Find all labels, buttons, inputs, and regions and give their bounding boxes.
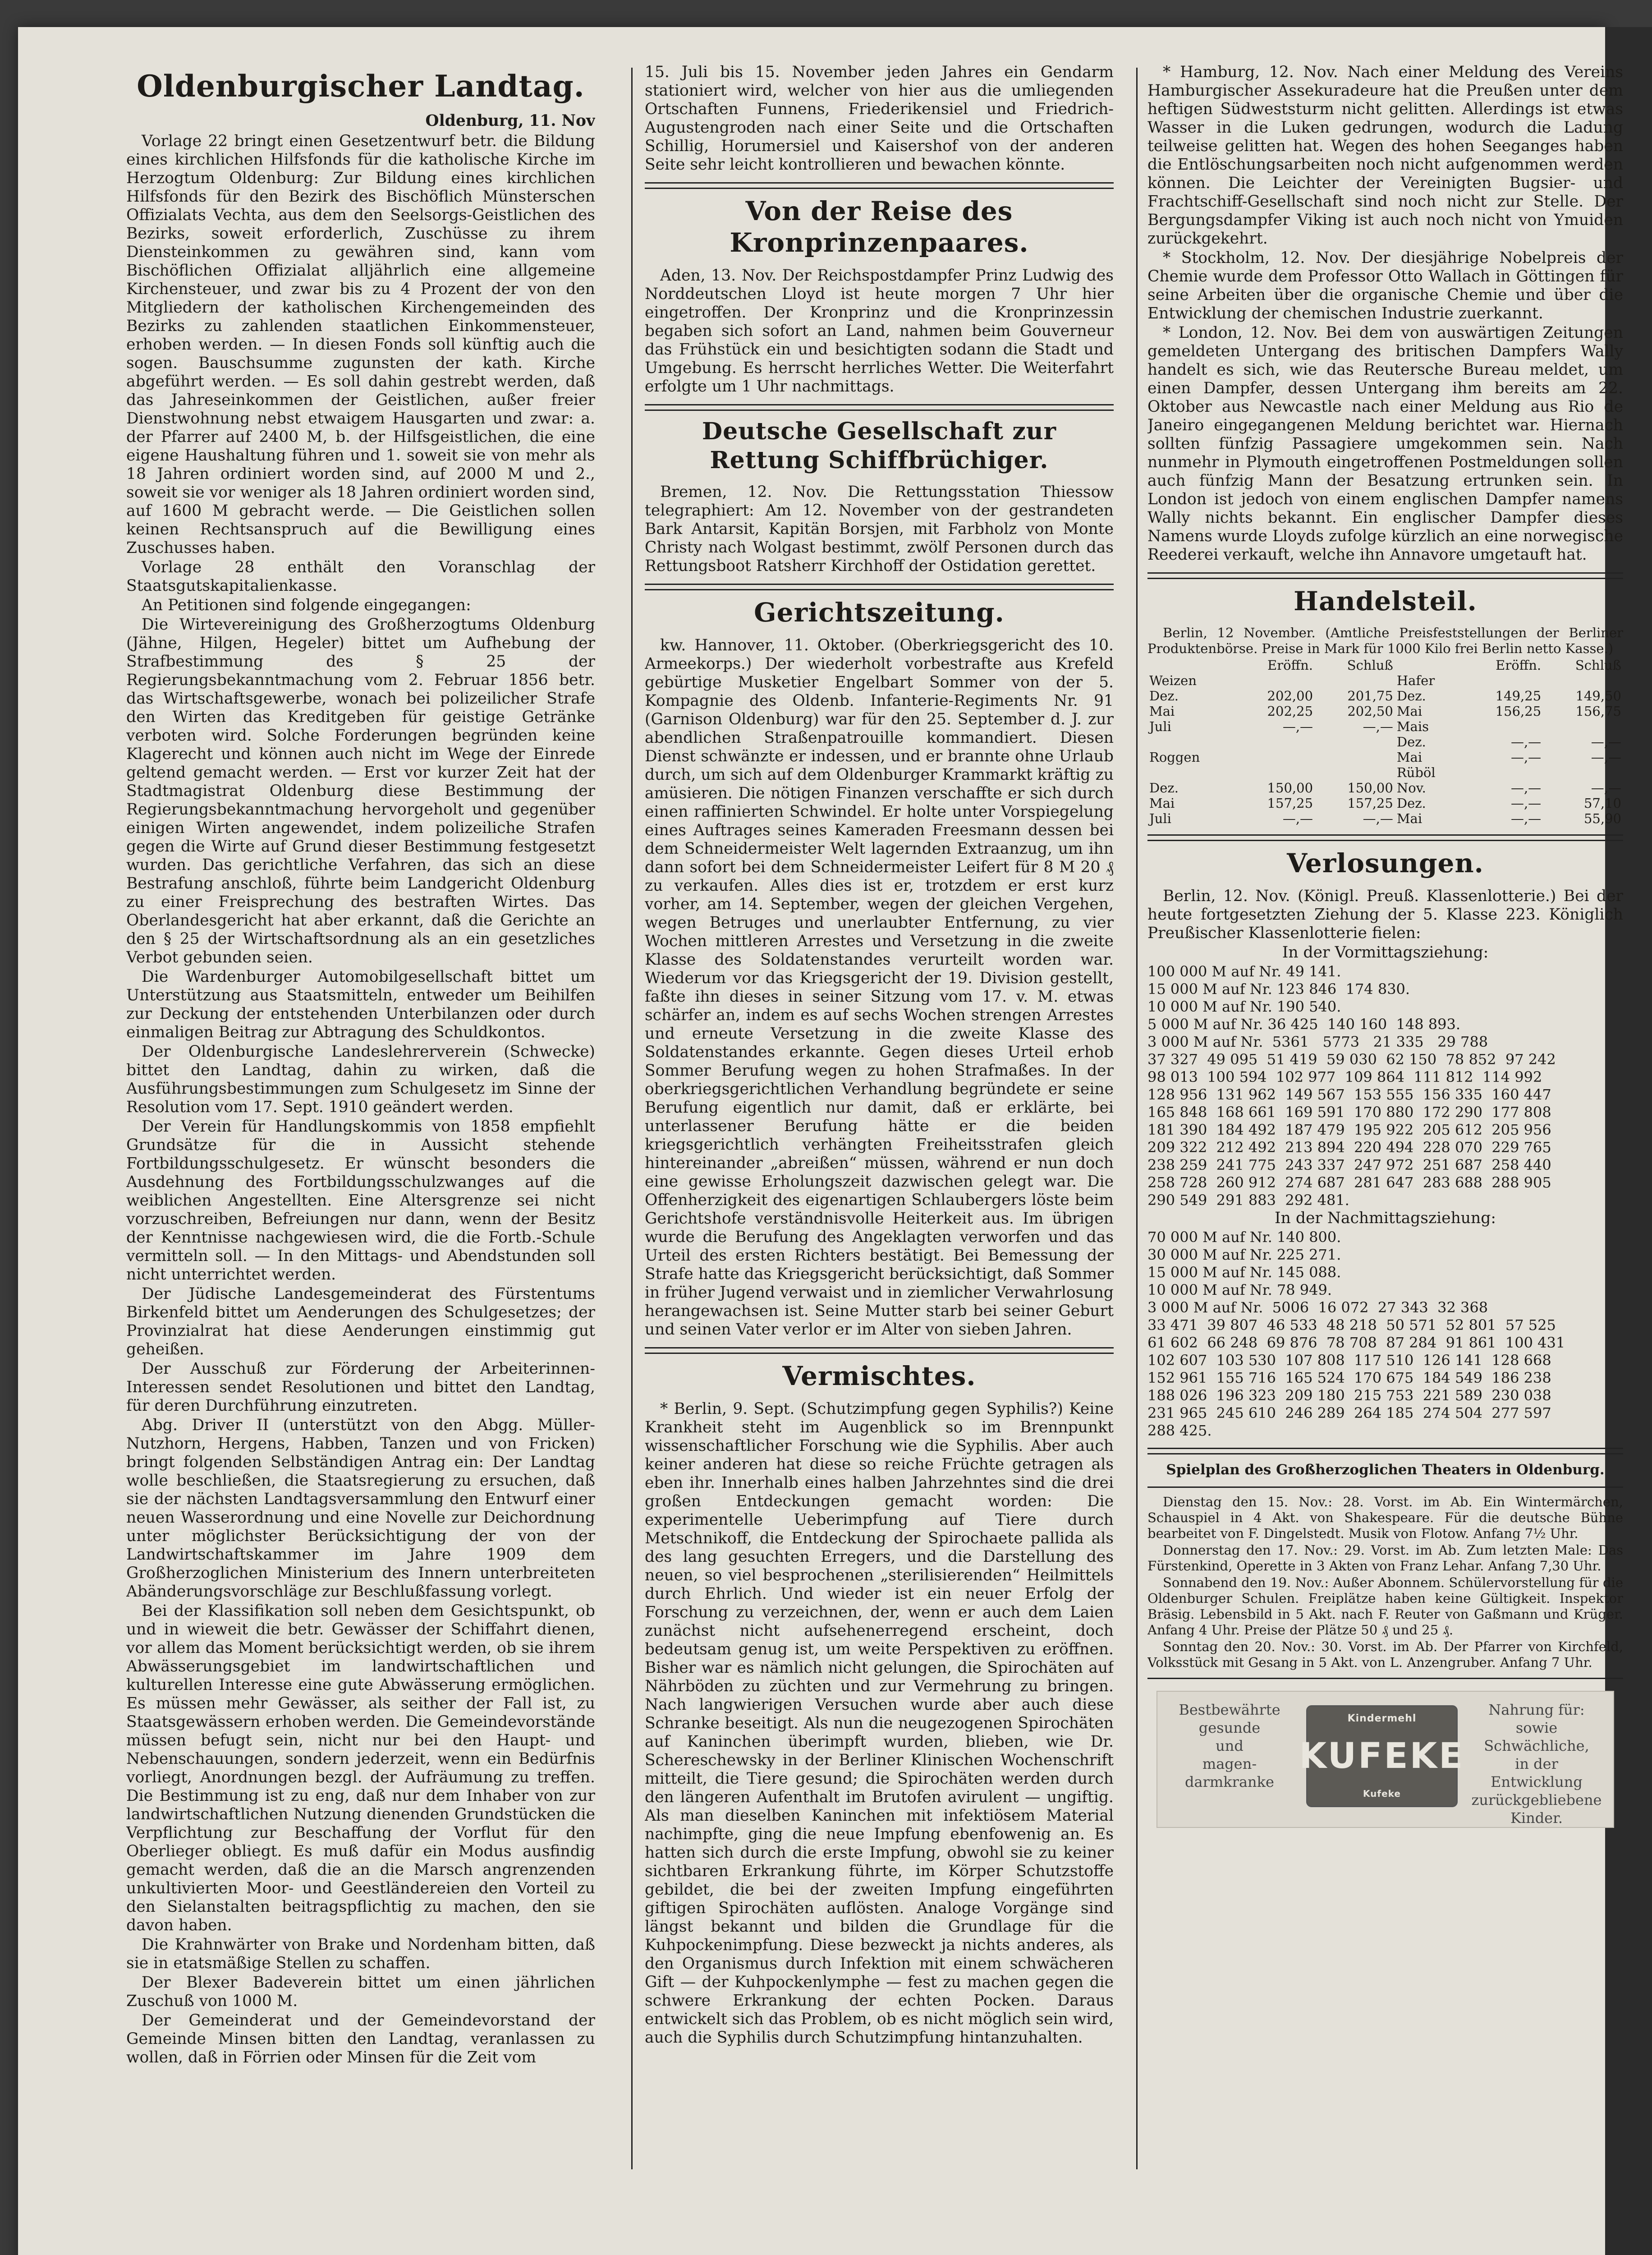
market-cell: —,— [1510,750,1542,765]
divider [1147,1486,1623,1488]
article-rettung: Bremen, 12. Nov. Die Rettungsstation Thiessow telegraphiert: Am 12. November von der gestrandeten Bark Antarsit, Kapitän Borsjen, mit Farbholz von Monte Christy nach Wolgast bestimmt, zwölf Personen durch das Rettungsboot Ratsherr Kirchhoff der Ostidation gerettet. [645,483,1114,575]
market-cell: —,— [1591,780,1621,796]
lottery-afternoon-label: In der Nachmittagsziehung: [1275,1209,1496,1227]
divider [645,182,1114,189]
market-cell: Mais [1396,719,1429,734]
market-cell: Mai [1396,704,1423,719]
market-cell: 157,25 [1347,796,1393,811]
market-cell: —,— [1363,719,1393,734]
lottery-line: 238 259 241 775 243 337 247 972 251 687 258 440 [1147,1156,1551,1174]
ad-text-line: Bestbewährte [1179,1701,1280,1718]
section-heading-handel: Handelsteil. [1294,586,1477,617]
lottery-line: 70 000 M auf Nr. 140 800. [1147,1229,1341,1246]
market-cell: Hafer [1396,673,1435,688]
market-cell [1543,673,1623,688]
market-cell: 156,75 [1575,704,1621,719]
market-cell: —,— [1282,811,1313,826]
column-middle [645,63,1114,2174]
landtag-paragraph: Der Blexer Badeverein bittet um einen jährlichen Zuschuß von 1000 M. [126,1974,595,2010]
lottery-line: 290 549 291 883 292 481. [1147,1192,1349,1209]
ad-text-line: und [1216,1737,1244,1754]
market-cell: 202,00 [1267,688,1313,704]
market-cell [1315,734,1395,750]
lottery-line: 3 000 M auf Nr. 5006 16 072 27 343 32 368 [1147,1299,1488,1316]
divider [645,584,1114,590]
landtag-paragraph: Vorlage 28 enthält den Voranschlag der Staatsgutskapitalienkasse. [126,558,595,595]
landtag-paragraph: Vorlage 22 bringt einen Gesetzentwurf betr. die Bildung eines kirchlichen Hilfsfonds für die katholische Kirche im Herzogtum Oldenburg: Zur Bildung eines kirchlichen Hilfsfonds für den Bezirk des Bischöflich Münsterschen Offizialats Vechta, aus dem den Seelsorgs-Geistlichen des Bezirks, soweit erforderlich, Zuschüsse zu ihrem Diensteinkommen zu gewähren sind, kann vom Bischöflichen Offizialat alljährlich eine allgemeine Kirchensteuer, und zwar bis zu 4 Prozent der von den Mitgliedern der katholischen Kirchengemeinden des Bezirks zu zahlenden staatlichen Einkommensteuer, erhoben werden. — In diesen Fonds soll künftig auch die sogen. Bauschsumme zugunsten der kath. Kirche abgeführt werden. — Es soll dahin gestrebt werden, daß das Jahreseinkommen der Geistlichen, außer freier Dienstwohnung nebst etwaigem Hausgarten und zwar: a. der Pfarrer auf 2400 M, b. der Hilfsgeistlichen, die eine eigene Haushaltung führen und 1. soweit sie von mehr als 18 Jahren ordiniert worden sind, auf 2000 M und 2., soweit sie vor weniger als 18 Jahren ordiniert worden sind, auf 1600 M gebracht werde. — Die Geistlichen sollen keinen Rechtsanspruch auf die Bewilligung eines Zuschusses haben. [126,132,595,557]
market-cell: 156,25 [1495,704,1542,719]
market-cell: —,— [1591,750,1621,765]
market-cell [1315,673,1395,688]
lottery-line: 152 961 155 716 165 524 170 675 184 549 186 238 [1147,1369,1551,1386]
landtag-paragraph: Der Oldenburgische Landeslehrerverein (Schwecke) bittet den Landtag, dahin zu wirken, daß die Ausführungsbestimmungen zum Schulgesetz im Sinne der Resolution vom 17. Sept. 1910 geändert werden. [126,1043,595,1116]
market-cell: —,— [1510,780,1542,796]
article-vermischtes: * Berlin, 9. Sept. (Schutzimpfung gegen Syphilis?) Keine Krankheit steht im Augenblick so im Brennpunkt wissenschaftlicher Forschung wie die Syphilis. Aber auch keiner anderen hat diese so reiche Früchte getragen als eben ihr. Innerhalb eines halben Jahrzehntes sind die drei großen Entdeckungen gemacht worden: Die experimentelle Ueberimpfung auf Tiere durch Metschnikoff, die Entdeckung der Spirochaete pallida als des lang gesuchten Erregers, und die Darstellung des neuen, so viel besprochenen „sterilisierenden“ Heilmittels durch Ehrlich. Und wieder ist ein neuer Erfolg der Forschung zu verzeichnen, der, wenn er auch dem Laien zunächst nicht aufsehenerregend erscheint, doch bedeutsam genug ist, um weite Perspektiven zu eröffnen. Bisher war es nämlich nicht gelungen, die Spirochäten auf Nährböden zu züchten und zur Vermehrung zu bringen. Nach langwierigen Versuchen wurde aber auch diese Schranke beseitigt. Als nun die neugezogenen Spirochäten auf Kaninchen überimpft wurden, blieben, wie Dr. Schereschewsky in der Berliner Klinischen Wochenschrift mitteilt, die Tiere gesund; die Spirochäten werden durch den längeren Aufenthalt im Brutofen avirulent — ungiftig. Als man dieselben Kaninchen mit infektiösem Material nachimpfte, ging die neue Impfung ebenfowenig an. Es hatten sich durch die erste Impfung, obwohl sie zu keiner sichtbaren Erkrankung führte, im Körper Schutzstoffe gebildet, die bei der zweiten Impfung eingeführten giftigen Spirochäten auflösten. Analoge Vorgänge sind längst bekannt und bilden die Grundlage für die Kuhpockenimpfung. Diese bezweckt ja nichts anderes, als den Organismus durch Infektion mit einem schwächeren Gift — der Kuhpockenlymphe — fest zu machen gegen die schwere Erkrankung der echten Pocken. Daraus entwickelt sich das Problem, ob es nicht möglich sein wird, auch die Syphilis durch Schutzimpfung hintanzuhalten. [645,1400,1114,2047]
lottery-line: 61 602 66 248 69 876 78 708 87 284 91 861 100 431 [1147,1334,1565,1351]
theater-entry: Sonnabend den 19. Nov.: Außer Abonnem. Schülervorstellung für die Oldenburger Schulen. Freiplätze haben keine Gültigkeit. Inspektor Bräsig. Lebensbild in 5 Akt. nach F. Reuter von Gaßmann und Krüger. Anfang 4 Uhr. Preise der Plätze 50 ₰ und 25 ₰. [1147,1575,1623,1638]
ad-text-line: Kinder. [1510,1809,1563,1827]
market-cell: Dez. [1396,796,1426,811]
landtag-paragraph: Die Krahnwärter von Brake und Nordenham bitten, daß sie in etatsmäßige Stellen zu schaffen. [126,1936,595,1972]
ad-text-line: Nahrung für: [1488,1701,1585,1718]
market-cell: Dez. [1396,688,1426,704]
section-heading-landtag: Oldenburgischer Landtag. [137,69,585,104]
market-cell [1147,765,1235,780]
landtag-paragraphs [126,132,595,2067]
landtag-paragraph: An Petitionen sind folgende eingegangen: [142,596,471,614]
column-right [1147,63,1623,2174]
logo-bottom-text: Kufeke [1363,1788,1401,1799]
article-gericht: kw. Hannover, 11. Oktober. (Oberkriegsgericht des 10. Armeekorps.) Der wiederholt vorbestrafte aus Krefeld gebürtige Musketier Engelbart Sommer von der 5. Kompagnie des Oldenb. Infanterie-Regiments Nr. 91 (Garnison Oldenburg) war für den 25. September d. J. zur abendlichen Straßenpatrouille kommandiert. Diesen Dienst schwänzte er indessen, und er brannte ohne Urlaub durch, um sich auf dem Oldenburger Krammarkt kräftig zu amüsieren. Die nötigen Finanzen verschaffte er sich durch einen raffinierten Schwindel. Er holte unter Vorspiegelung eines Auftrages seines Kameraden Freesmann dessen bei dem Schneidermeister Welt lagernden Extraanzug, um ihn dann sofort bei dem Schneidermeister Leifert für 8 M 20 ₰ zu verkaufen. Alles dies ist er, trotzdem er erst kurz vorher, am 14. September, wegen der gleichen Vergehen, wegen Betruges und unerlaubter Entfernung, zu vier Wochen mittleren Arrestes und Versetzung in die zweite Klasse des Soldatenstandes verurteilt worden war. Wiederum vor das Kriegsgericht der 19. Division gestellt, faßte ihn dieses in seiner Sitzung vom 17. v. M. etwas schärfer an, indem es auf sechs Wochen strengen Arrestes und erneute Versetzung in die zweite Klasse des Soldatenstandes erkannte. Gegen dieses Urteil erhob Sommer Berufung wegen zu hohen Strafmaßes. In der oberkriegsgerichtlichen Verhandlung begründete er seine Berufung eigentlich nur damit, daß er erklärte, bei unterlassener Berufung hätte er die beiden kriegsgerichtlich verhängten Freiheitsstrafen gleich hintereinander „abreißen“ müssen, während er nun doch eine gewisse Erholungszeit dazwischen gelegt war. Die Offenherzigkeit des eigenartigen Schlaubergers löste beim Gerichtshofe verständnisvolle Heiterkeit aus. Im übrigen wurde die Berufung des Angeklagten verworfen und das Urteil des ersten Richters bestätigt. Bei Bemessung der Strafe hatte das Kriegsgericht berücksichtigt, daß Sommer in früher Jugend verwaist und in ziemlicher Verwahrlosung herangewachsen ist. Seine Mutter starb bei seiner Geburt und seinen Vater verlor er im Alter von sieben Jahren. [645,636,1114,1339]
landtag-paragraph: Die Wirtevereinigung des Großherzogtums Oldenburg (Jähne, Hilgen, Hegeler) bittet um Aufhebung der Strafbestimmung des § 25 der Regierungsbekanntmachung vom 2. Februar 1856 betr. das Wirtschaftsgewerbe, wonach bei polizeilicher Strafe den Wirten das Kreditgeben für geistige Getränke verboten wird. Solche Forderungen begründen keine Klagerecht und können auch nicht im Wege der Einrede geltend gemacht werden. — Erst vor kurzer Zeit hat der Stadtmagistrat Oldenburg diese Bestimmung der Regierungsbekanntmachung hervorgeholt und gegenüber einigen Wirten angewendet, indem polizeiliche Strafen gegen die Wirte auf Grund dieser Bestimmung festgesetzt wurden. Das gerichtliche Verfahren, das sich an diese Bestrafung anschloß, führte beim Landgericht Oldenburg zu einer Freisprechung des bestraften Wirtes. Das Oberlandesgericht hat aber erkannt, daß die Gerichte an den § 25 der Wirtschaftsordnung als an ein gesetzliches Verbot gebunden seien. [126,616,595,966]
market-cell: Juli [1149,811,1171,826]
article-continuation: 15. Juli bis 15. November jeden Jahres ein Gendarm stationiert wird, welcher von hier aus die umliegenden Ortschaften Funnens, Friederikensiel und Friedrich-Augustengroden nach einer Seite und die Ortschaften Schillig, Horumersiel und Kaisershof von der anderen Seite sehr leicht kontrollieren und bewachen könnte. [645,63,1114,174]
lottery-line: 37 327 49 095 51 419 59 030 62 150 78 852 97 242 [1147,1051,1556,1068]
market-cell [1235,750,1315,765]
ad-left-text [1166,1701,1293,1791]
market-cell: Dez. [1149,688,1179,704]
divider [1147,1448,1623,1454]
market-cell [1463,765,1543,780]
lottery-morning-label: In der Vormittagsziehung: [1282,943,1489,962]
ad-text-line: darmkranke [1185,1773,1274,1790]
lottery-morning-list [1147,963,1623,1209]
market-cell: Mai [1149,796,1175,811]
divider [645,1347,1114,1354]
landtag-paragraph: Die Wardenburger Automobilgesellschaft bittet um Unterstützung aus Staatsmitteln, entweder um Beihilfen zur Deckung der entstehenden Unterbilanzen oder durch einmaligen Beitrag zur Abtragung des Schuldkontos. [126,968,595,1041]
market-header-cell: Schluß [1575,658,1621,673]
article-hamburg: * Hamburg, 12. Nov. Nach einer Meldung des Vereins Hamburgischer Assekuradeure hat die Preußen unter dem heftigen Südweststurm nicht gelitten. Allerdings ist etwas Wasser in die Luken gedrungen, wodurch die Ladung teilweise gelitten hat. Wegen des hohen Seeganges haben die Entlöschungsarbeiten noch nicht aufgenommen werden können. Die Leichter der Vereinigten Bugsier- und Frachtschiff-Gesellschaft sind noch nicht zur Stelle. Der Bergungsdampfer Viking ist auch noch nicht von Ymuiden zurückgekehrt. [1147,63,1623,248]
market-row [1147,704,1623,719]
lottery-line: 10 000 M auf Nr. 78 949. [1147,1281,1332,1298]
divider [645,404,1114,411]
lottery-line: 100 000 M auf Nr. 49 141. [1147,963,1341,980]
market-cell: 150,00 [1347,780,1393,796]
market-header-cell: Schluß [1347,658,1393,673]
section-heading-kronprinz: Von der Reise des Kronprinzenpaares. [730,196,1029,258]
lottery-line: 98 013 100 594 102 977 109 864 111 812 114 992 [1147,1068,1542,1086]
market-cell [1147,734,1235,750]
lottery-line: 165 848 168 661 169 591 170 880 172 290 177 808 [1147,1104,1551,1121]
section-heading-gericht: Gerichtszeitung. [754,597,1005,628]
section-heading-verlosungen: Verlosungen. [1287,848,1484,879]
theater-entry: Donnerstag den 17. Nov.: 29. Vorst. im Ab. Zum letzten Male: Das Fürstenkind, Operette in 3 Akten von Franz Lehar. Anfang 7,30 Uhr. [1147,1542,1623,1574]
market-cell: —,— [1591,734,1621,750]
lottery-line: 15 000 M auf Nr. 123 846 174 830. [1147,980,1410,998]
market-cell: Roggen [1149,750,1200,765]
market-cell [1463,719,1543,734]
market-header-cell: Eröffn. [1267,658,1313,673]
market-header-cell [1147,658,1235,673]
article-london: * London, 12. Nov. Bei dem von auswärtigen Zeitungen gemeldeten Untergang des britischen Dampfers Wally handelt es sich, wie das Reutersche Bureau meldet, um einen Dampfer, dessen Untergang ihm bereits am 22. Oktober aus Newcastle nach einer Meldung aus Rio de Janeiro eingegangenen Meldung berichtet war. Hiernach sollten fünfzig Passagiere umgekommen sein. Nach nunmehr in Plymouth eingetroffenen Postmeldungen sollen auch fünfzig Mann der Besatzung ertrunken sein. In London ist jedoch von einem englischen Dampfer namens Wally nichts bekannt. Ein englischer Dampfer dieses Namens wurde Lloyds zufolge kürzlich an eine norwegische Reederei verkauft, welche ihn Annavore umgetauft hat. [1147,324,1623,564]
market-cell: Nov. [1396,780,1426,796]
theater-entry: Dienstag den 15. Nov.: 28. Vorst. im Ab. Ein Wintermärchen, Schauspiel in 4 Akt. von Shakespeare. Für die deutsche Bühne bearbeitet von F. Dingelstedt. Musik von Flotow. Anfang 7½ Uhr. [1147,1494,1623,1541]
market-row [1147,780,1623,796]
dateline: Oldenburg, 11. Nov [425,112,595,130]
market-cell: —,— [1282,719,1313,734]
market-cell [1543,765,1623,780]
divider [1147,834,1623,841]
divider [1147,572,1623,579]
theater-program [1147,1494,1623,1671]
column-landtag [126,63,595,2174]
market-cell: Mai [1396,750,1423,765]
ad-right-text [1469,1701,1604,1827]
theater-heading: Spielplan des Großherzoglichen Theaters in Oldenburg. [1166,1462,1605,1478]
market-cell: Weizen [1149,673,1197,688]
lottery-line: 188 026 196 323 209 180 215 753 221 589 230 038 [1147,1387,1551,1404]
market-cell: —,— [1510,811,1542,826]
market-cell: 57,10 [1583,796,1621,811]
market-cell [1315,750,1395,765]
market-cell [1235,734,1315,750]
market-header-cell [1395,658,1464,673]
market-row [1147,688,1623,704]
lottery-line: 209 322 212 492 213 894 220 494 228 070 229 765 [1147,1139,1551,1156]
lottery-line: 15 000 M auf Nr. 145 088. [1147,1264,1341,1281]
landtag-paragraph: Abg. Driver II (unterstützt von den Abgg. Müller-Nutzhorn, Hergens, Habben, Tanzen und von Fricken) bringt folgenden Selbständigen Antrag ein: Der Landtag wolle beschließen, die Staatsregierung zu ersuchen, daß sie der nächsten Landtagsversammlung den Entwurf einer neuen Wasserordnung und eine Novelle zur Deichordnung unter möglichster Berücksichtigung der von der Landwirtschaftskammer im Jahre 1909 dem Großherzoglichen Ministerium des Innern unterbreiteten Abänderungsvorschläge zur Beschlußfassung vorlegt. [126,1416,595,1601]
ad-text-line: magen- [1202,1755,1257,1772]
market-cell: —,— [1510,734,1542,750]
market-cell: 157,25 [1267,796,1313,811]
ad-text-line: Schwächliche, [1484,1737,1589,1754]
market-cell: Rüböl [1396,765,1436,780]
market-cell [1315,765,1395,780]
landtag-paragraph: Der Verein für Handlungskommis von 1858 empfiehlt Grundsätze für die in Aussicht stehende Fortbildungsschulgesetz. Er wünscht besonders die Ausdehnung des Fortbildungsschulzwanges auf die weiblichen Angestellten. Eine Altersgrenze sei nicht vorzuschreiben, Befreiungen nur dann, wenn der Besitz der Kenntnisse nachgewiesen wird, die die Fortb.-Schule vermitteln soll. — In den Mittags- und Abendstunden soll nicht unterrichtet werden. [126,1118,595,1284]
lottery-line: 33 471 39 807 46 533 48 218 50 571 52 801 57 525 [1147,1316,1556,1334]
market-row [1147,719,1623,734]
market-row [1147,750,1623,765]
landtag-paragraph: Der Gemeinderat und der Gemeindevorstand der Gemeinde Minsen bitten den Landtag, veranlassen zu wollen, daß in Förrien oder Minsen für die Zeit vom [126,2011,595,2066]
market-cell [1463,673,1543,688]
landtag-paragraph: Bei der Klassifikation soll neben dem Gesichtspunkt, ob und in wieweit die betr. Gewässer der Schiffahrt dienen, vor allem das Moment berücksichtigt werden, ob sie ihrem Abwässerungsgebiet im landwirtschaftlichen und kulturellen Interesse eine gute Abwässerung ermöglichen. Es müssen mehr Gewässer, als seither der Fall ist, zu Staatsgewässern erhoben werden. Die Gemeindevorstände müssen befugt sein, nicht nur bei den Haupt- und Nebenschauungen, sondern jederzeit, wenn ein Bedürfnis vorliegt, Anordnungen bezgl. der Aufräumung zu treffen. Die Bestimmung ist zu eng, daß nur dem Inhaber von zur landwirtschaftlichen Nutzung dienenden Grundstücken die Verpflichtung zur Beschaffung der Vorflut für den Oberlieger obliegt. Es muß dafür ein Modus ausfindig gemacht werden, daß die an die Marsch angrenzenden unkultivierten Moor- und Geestländereien den Vorteil zu den Sielanstalten beitragspflichtig zu machen, den sie davon haben. [126,1602,595,1934]
lottery-intro: Berlin, 12. Nov. (Königl. Preuß. Klassenlotterie.) Bei der heute fortgesetzten Ziehung der 5. Klasse 223. Königlich Preußischer Klassenlotterie fielen: [1147,887,1623,942]
market-cell: Mai [1396,811,1423,826]
market-cell: 150,00 [1267,780,1313,796]
ad-text-line: zurückgebliebene [1471,1791,1602,1809]
market-cell: —,— [1510,796,1542,811]
article-kronprinz: Aden, 13. Nov. Der Reichspostdampfer Prinz Ludwig des Norddeutschen Lloyd ist heute morgen 7 Uhr hier eingetroffen. Der Kronprinz und die Kronprinzessin begaben sich sofort an Land, nahmen beim Gouverneur das Frühstück ein und besichtigten sodann die Stadt und Umgebung. Es herrscht herrliches Wetter. Die Weiterfahrt erfolgte um 1 Uhr nachmittags. [645,267,1114,396]
lottery-afternoon-list [1147,1229,1623,1440]
section-heading-rettung: Deutsche Gesellschaft zur Rettung Schiffbrüchiger. [702,418,1056,474]
market-cell: 201,75 [1347,688,1393,704]
theater-entry: Sonntag den 20. Nov.: 30. Vorst. im Ab. Der Pfarrer von Kirchfeld, Volksstück mit Gesang in 5 Akt. von L. Anzengruber. Anfang 7 Uhr. [1147,1639,1623,1670]
lottery-line: 10 000 M auf Nr. 190 540. [1147,998,1341,1015]
landtag-paragraph: Der Jüdische Landesgemeinderat des Fürstentums Birkenfeld bittet um Aenderungen des Schulgesetzes; der Provinzialrat hat diese Aenderungen einstimmig gut geheißen. [126,1285,595,1358]
market-row [1147,673,1623,688]
market-cell: 202,25 [1267,704,1313,719]
market-cell [1543,719,1623,734]
advertisement-kufeke [1156,1691,1614,1828]
lottery-line: 288 425. [1147,1422,1212,1439]
section-heading-vermischtes: Vermischtes. [782,1361,976,1391]
market-cell: —,— [1363,811,1393,826]
kufeke-logo [1299,1705,1465,1807]
divider [1147,1678,1623,1679]
logo-top-text: Kindermehl [1347,1713,1417,1724]
market-header-cell: Eröffn. [1496,658,1542,673]
ad-text-line: sowie [1515,1719,1558,1736]
market-row [1147,765,1623,780]
ad-text-line: gesunde [1198,1719,1261,1736]
market-cell [1235,765,1315,780]
market-row [1147,734,1623,750]
market-cell: 55,90 [1583,811,1621,826]
market-cell [1235,673,1315,688]
lottery-line: 128 956 131 962 149 567 153 555 156 335 160 447 [1147,1086,1551,1103]
column-rule [631,68,633,2169]
lottery-line: 181 390 184 492 187 479 195 922 205 612 205 956 [1147,1121,1551,1138]
market-cell: 149,25 [1495,688,1542,704]
market-cell: 149,50 [1575,688,1621,704]
market-row [1147,796,1623,811]
logo-wordmark: KUFEKE [1299,1735,1465,1776]
market-cell: Mai [1149,704,1175,719]
market-row [1147,811,1623,826]
column-rule [1136,68,1138,2169]
lottery-line: 258 728 260 912 274 687 281 647 283 688 288 905 [1147,1174,1551,1191]
article-stockholm: * Stockholm, 12. Nov. Der diesjährige Nobelpreis der Chemie wurde dem Professor Otto Wallach in Göttingen für seine Arbeiten über die organische Chemie und über die Entwicklung der chemischen Industrie zuerkannt. [1147,249,1623,322]
landtag-paragraph: Der Ausschuß zur Förderung der Arbeiterinnen-Interessen sendet Resolutionen und bittet den Landtag, für deren Durchführung einzutreten. [126,1360,595,1415]
lottery-line: 5 000 M auf Nr. 36 425 140 160 148 893. [1147,1016,1461,1033]
market-intro: Berlin, 12 November. (Amtliche Preisfeststellungen der Berliner Produktenbörse. Preise in Mark für 1000 Kilo frei Berlin netto Kasse.) [1147,625,1623,656]
market-cell: Juli [1149,719,1171,734]
lottery-line: 30 000 M auf Nr. 225 271. [1147,1246,1341,1263]
market-cell: Dez. [1149,780,1179,796]
market-table [1147,658,1623,826]
ad-text-line: in der Entwicklung [1491,1755,1583,1790]
lottery-line: 3 000 M auf Nr. 5361 5773 21 335 29 788 [1147,1033,1488,1050]
market-cell: Dez. [1396,734,1426,750]
market-cell: 202,50 [1347,704,1393,719]
lottery-line: 231 965 245 610 246 289 264 185 274 504 277 597 [1147,1404,1551,1422]
lottery-line: 102 607 103 530 107 808 117 510 126 141 128 668 [1147,1352,1551,1369]
